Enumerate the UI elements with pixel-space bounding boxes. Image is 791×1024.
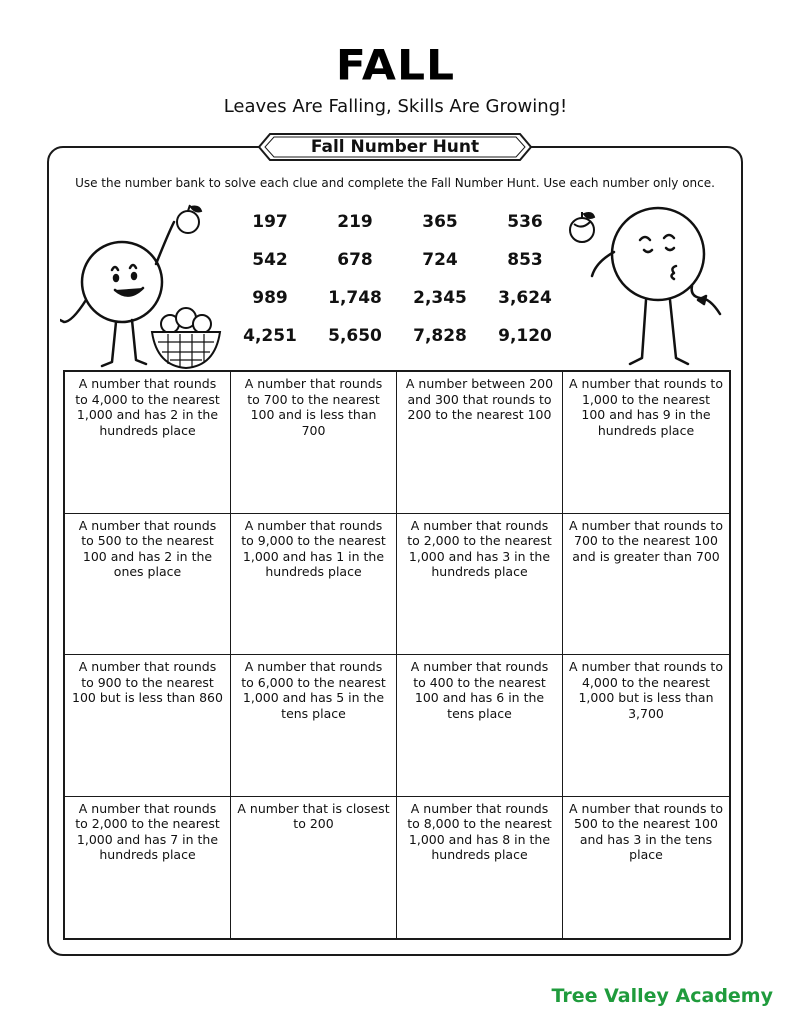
clue-cell[interactable]: A number that rounds to 900 to the nearest 100 but is less than 860 [65,655,231,797]
number-bank-item: 9,120 [498,326,552,346]
number-bank-item: 3,624 [498,288,552,308]
number-bank-item: 678 [337,250,373,270]
number-bank-item: 365 [422,212,458,232]
clue-cell[interactable]: A number that rounds to 4,000 to the nearest 1,000 but is less than 3,700 [563,655,729,797]
number-bank-item: 724 [422,250,458,270]
clue-cell[interactable]: A number that is closest to 200 [231,797,397,939]
apple-basket-icon [152,308,220,368]
number-bank-item: 197 [252,212,288,232]
brand-footer: Tree Valley Academy [551,985,773,1007]
clue-grid [63,370,731,940]
number-bank-item: 536 [507,212,543,232]
clue-cell[interactable]: A number that rounds to 2,000 to the nearest 1,000 and has 7 in the hundreds place [65,797,231,939]
number-bank-item: 219 [337,212,373,232]
instructions-text: Use the number bank to solve each clue and complete the Fall Number Hunt. Use each number only once. [75,176,715,190]
apple-icon [570,212,594,242]
clue-cell[interactable]: A number that rounds to 700 to the nearest 100 and is greater than 700 [563,514,729,656]
clue-cell[interactable]: A number that rounds to 9,000 to the nearest 1,000 and has 1 in the hundreds place [231,514,397,656]
clue-cell[interactable]: A number that rounds to 700 to the nearest 100 and is less than 700 [231,372,397,514]
number-bank-item: 7,828 [413,326,467,346]
number-bank-item: 853 [507,250,543,270]
clue-cell[interactable]: A number that rounds to 400 to the nearest 100 and has 6 in the tens place [397,655,563,797]
number-bank-item: 4,251 [243,326,297,346]
clue-cell[interactable]: A number that rounds to 6,000 to the nearest 1,000 and has 5 in the tens place [231,655,397,797]
clue-cell[interactable]: A number that rounds to 8,000 to the nearest 1,000 and has 8 in the hundreds place [397,797,563,939]
number-bank-item: 5,650 [328,326,382,346]
clue-cell[interactable]: A number that rounds to 500 to the nearest 100 and has 2 in the ones place [65,514,231,656]
clue-cell[interactable]: A number between 200 and 300 that rounds to 200 to the nearest 100 [397,372,563,514]
clue-cell[interactable]: A number that rounds to 2,000 to the nearest 1,000 and has 3 in the hundreds place [397,514,563,656]
apple-icon [177,205,201,233]
number-bank-item: 542 [252,250,288,270]
clue-cell[interactable]: A number that rounds to 1,000 to the nearest 100 and has 9 in the hundreds place [563,372,729,514]
page-title: FALL [335,41,456,90]
clue-cell[interactable]: A number that rounds to 500 to the nearest 100 and has 3 in the tens place [569,800,723,862]
banner-title: Fall Number Hunt [310,137,480,157]
number-bank-item: 1,748 [328,288,382,308]
page-subtitle: Leaves Are Falling, Skills Are Growing! [223,96,568,117]
happy-apple-character-icon [60,204,230,372]
number-bank-item: 2,345 [413,288,467,308]
thinking-apple-character-icon [566,196,742,372]
number-bank-item: 989 [252,288,288,308]
worksheet-banner [258,133,532,161]
clue-cell[interactable]: A number that rounds to 4,000 to the nearest 1,000 and has 2 in the hundreds place [65,372,231,514]
